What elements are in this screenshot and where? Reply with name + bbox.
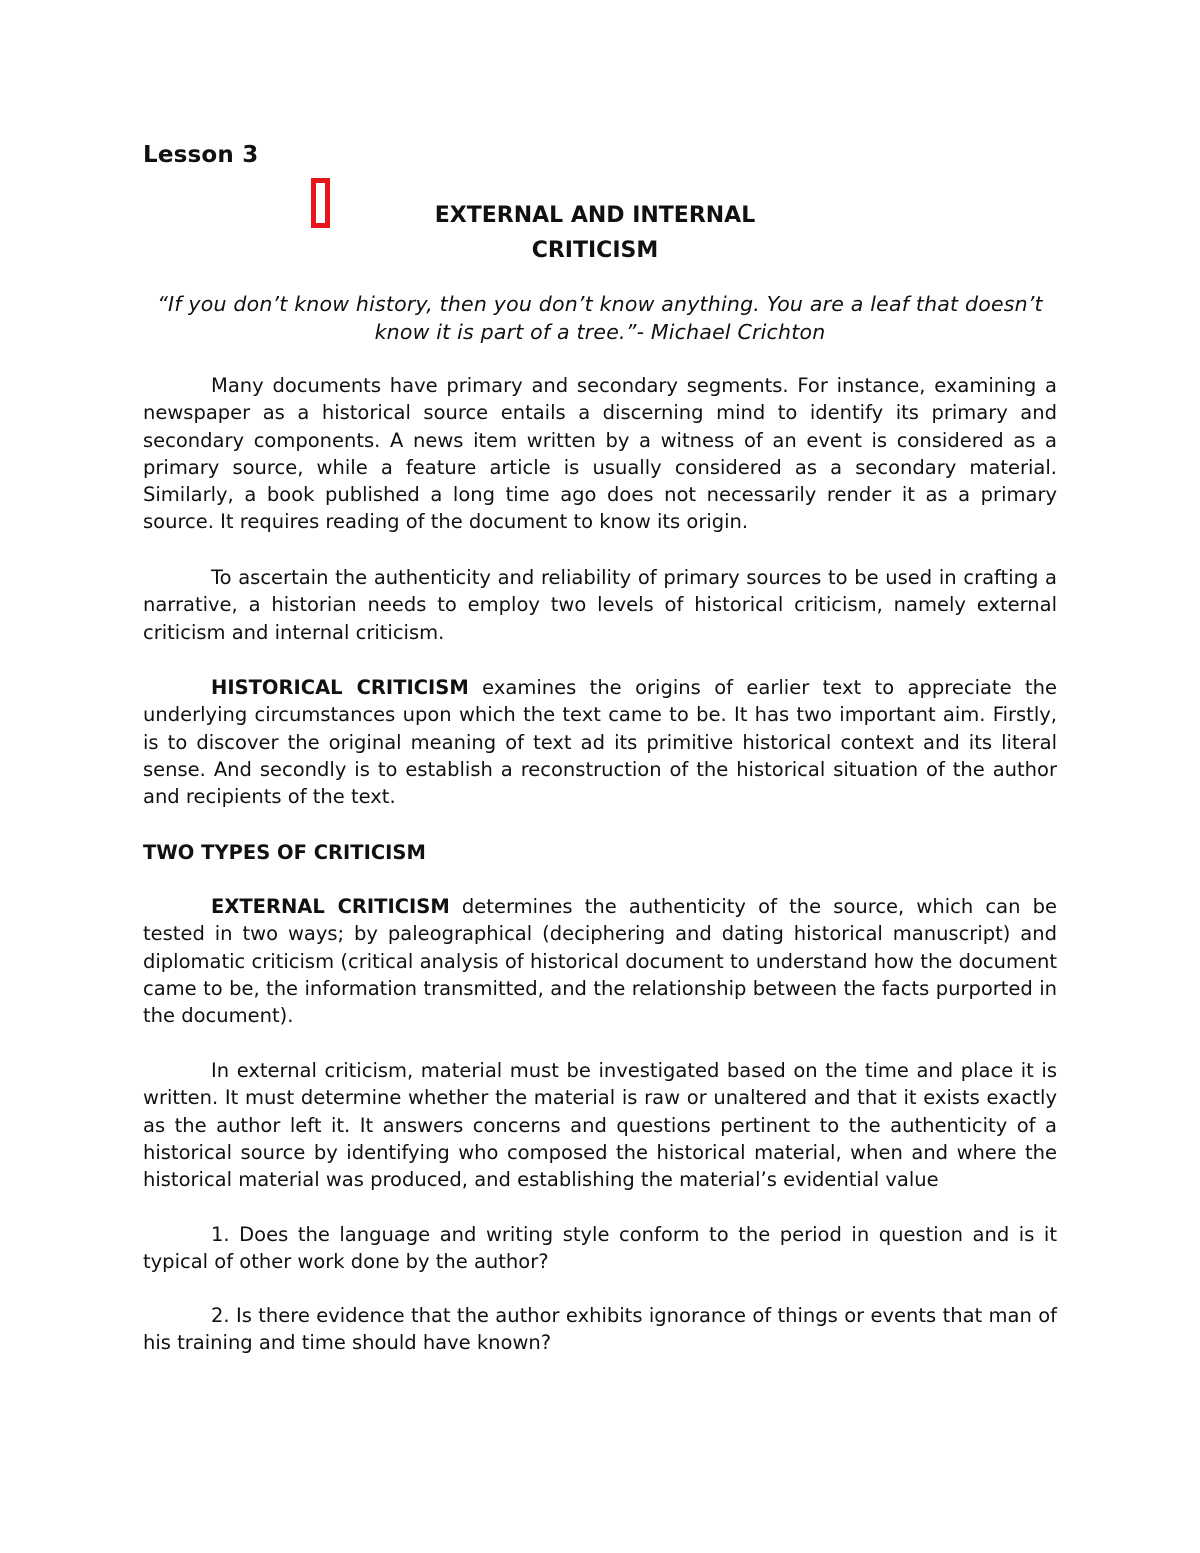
paragraph-primary-secondary: Many documents have primary and secondary segments. For instance, examining a newspaper as a historical source entails a discerning mind to identify its primary and secondary components. A news item written by a witness of an event is considered as a primary source, while a feature article is usually considered as a secondary material. Similarly, a book published a long time ago does not necessarily render it as a primary source. It requires reading of the document to know its origin. (143, 374, 1057, 534)
paragraph-historical-criticism (143, 674, 1057, 810)
epigraph-quote: “If you don’t know history, then you don’t know anything. You are a leaf that doesn’t know it is part of a tree.”- Michael Crichton (157, 292, 1043, 344)
historical-criticism-term: HISTORICAL CRITICISM (211, 676, 469, 699)
lesson-label: Lesson 3 (143, 142, 259, 168)
historical-criticism-text: examines the origins of earlier text to appreciate the underlying circumstances upon which the text came to be. It has two important aim. Firstly, is to discover the original meaning of text ad its primitive historical context and its literal sense. And secondly is to establish a reconstruction of the historical situation of the author and recipients of the text. (143, 676, 1057, 809)
external-criticism-term: EXTERNAL CRITICISM (211, 895, 450, 918)
section-heading: TWO TYPES OF CRITICISM (143, 841, 426, 864)
paragraph-external-criticism (143, 893, 1057, 1029)
page-title-line-2: CRITICISM (531, 238, 659, 263)
question-item-1: 1. Does the language and writing style conform to the period in question and is it typical of other work done by the author? (143, 1223, 1057, 1274)
question-item-2: 2. Is there evidence that the author exhibits ignorance of things or events that man of his training and time should have known? (143, 1304, 1057, 1355)
external-criticism-text: determines the authenticity of the source, which can be tested in two ways; by paleographical (deciphering and dating historical manuscript) and diplomatic criticism (critical analysis of historical document to understand how the document came to be, the information transmitted, and the relationship between the facts purported in the document). (143, 895, 1057, 1028)
paragraph-authenticity: To ascertain the authenticity and reliability of primary sources to be used in crafting a narrative, a historian needs to employ two levels of historical criticism, namely external criticism and internal criticism. (143, 566, 1057, 644)
paragraph-external-investigation: In external criticism, material must be investigated based on the time and place it is written. It must determine whether the material is raw or unaltered and that it exists exactly as the author left it. It answers concerns and questions pertinent to the authenticity of a historical source by identifying who composed the historical material, when and where the historical material was produced, and establishing the material’s evidential value (143, 1059, 1057, 1192)
page-title-line-1: EXTERNAL AND INTERNAL (434, 203, 756, 228)
